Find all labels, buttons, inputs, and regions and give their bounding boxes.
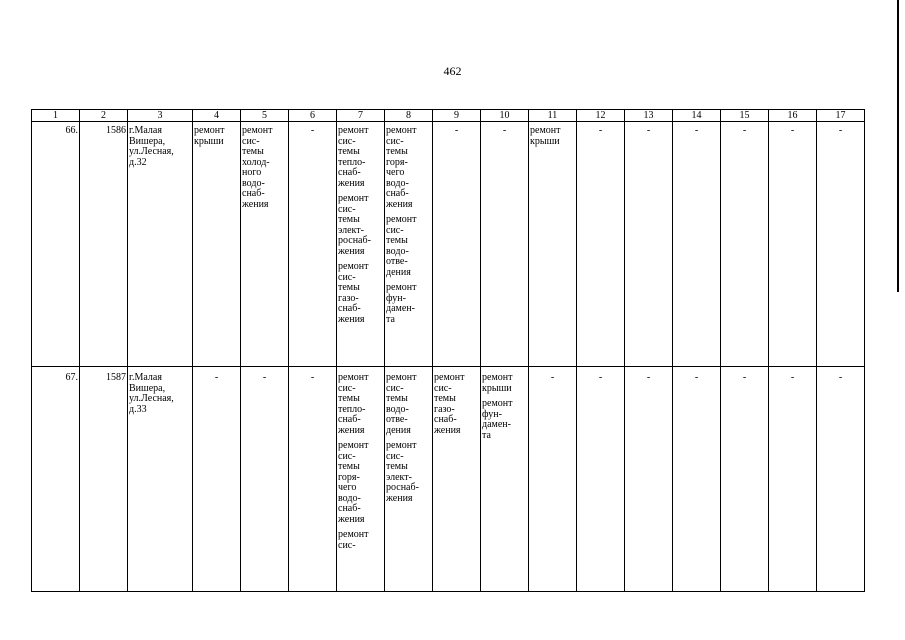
building-address: г.Малая Вишера, ул.Лесная, д.33 — [128, 367, 193, 592]
empty-cell-dash: - — [817, 367, 865, 592]
work-type-entry: ремонт сис- темы элект- роснаб- жения — [386, 440, 419, 504]
work-type-entry: ремонт сис- темы горя- чего водо- снаб- жения — [338, 440, 369, 525]
work-type-cell — [385, 367, 433, 592]
column-header: 8 — [385, 110, 433, 122]
work-type-entry: ремонт фун- дамен- та — [386, 282, 417, 325]
column-header: 2 — [80, 110, 128, 122]
column-header: 9 — [433, 110, 481, 122]
work-type-cell — [433, 367, 481, 592]
work-type-cell — [193, 122, 241, 367]
empty-cell-dash: - — [769, 122, 817, 367]
work-type-entry: ремонт крыши — [482, 372, 513, 394]
work-type-cell — [337, 122, 385, 367]
work-type-entry: ремонт сис- темы тепло- снаб- жения — [338, 372, 369, 436]
column-number-row — [32, 110, 865, 122]
empty-cell-dash: - — [289, 367, 337, 592]
empty-cell-dash: - — [241, 367, 289, 592]
column-header: 12 — [577, 110, 625, 122]
empty-cell-dash: - — [433, 122, 481, 367]
empty-cell-dash: - — [625, 122, 673, 367]
row-number: 67. — [32, 367, 80, 592]
empty-cell-dash: - — [481, 122, 529, 367]
work-type-cell — [529, 122, 577, 367]
column-header: 10 — [481, 110, 529, 122]
empty-cell-dash: - — [769, 367, 817, 592]
work-type-entry: ремонт сис- темы газо- снаб- жения — [338, 261, 369, 325]
empty-cell-dash: - — [817, 122, 865, 367]
empty-cell-dash: - — [193, 367, 241, 592]
work-type-cell — [385, 122, 433, 367]
empty-cell-dash: - — [529, 367, 577, 592]
column-header: 3 — [128, 110, 193, 122]
column-header: 1 — [32, 110, 80, 122]
empty-cell-dash: - — [289, 122, 337, 367]
empty-cell-dash: - — [577, 122, 625, 367]
work-type-cell — [241, 122, 289, 367]
empty-cell-dash: - — [577, 367, 625, 592]
row-number: 66. — [32, 122, 80, 367]
work-type-entry: ремонт сис- темы горя- чего водо- снаб- жения — [386, 125, 417, 210]
work-type-cell — [337, 367, 385, 592]
column-header: 4 — [193, 110, 241, 122]
table-row — [32, 122, 865, 367]
building-address: г.Малая Вишера, ул.Лесная, д.32 — [128, 122, 193, 367]
column-header: 16 — [769, 110, 817, 122]
column-header: 13 — [625, 110, 673, 122]
column-header: 7 — [337, 110, 385, 122]
column-header: 11 — [529, 110, 577, 122]
work-type-cell — [481, 367, 529, 592]
work-type-entry: ремонт сис- темы водо- отве- дения — [386, 372, 417, 436]
empty-cell-dash: - — [721, 122, 769, 367]
empty-cell-dash: - — [721, 367, 769, 592]
column-header: 17 — [817, 110, 865, 122]
empty-cell-dash: - — [673, 367, 721, 592]
page-number: 462 — [443, 64, 462, 78]
repair-schedule-table — [31, 109, 865, 592]
building-code: 1587 — [80, 367, 128, 592]
margin-rule — [897, 0, 899, 292]
work-type-entry: ремонт фун- дамен- та — [482, 398, 513, 441]
empty-cell-dash: - — [673, 122, 721, 367]
work-type-entry: ремонт сис- темы газо- снаб- жения — [434, 372, 465, 436]
column-header: 5 — [241, 110, 289, 122]
work-type-entry: ремонт сис- темы элект- роснаб- жения — [338, 193, 371, 257]
work-type-entry: ремонт сис- темы холод- ного водо- снаб- жения — [242, 125, 273, 210]
work-type-entry: ремонт сис- темы водо- отве- дения — [386, 214, 417, 278]
work-type-entry: ремонт крыши — [530, 125, 561, 147]
work-type-entry: ремонт сис- — [338, 529, 369, 551]
table-row — [32, 367, 865, 592]
work-type-entry: ремонт крыши — [194, 125, 225, 147]
work-type-entry: ремонт сис- темы тепло- снаб- жения — [338, 125, 369, 189]
column-header: 14 — [673, 110, 721, 122]
column-header: 6 — [289, 110, 337, 122]
empty-cell-dash: - — [625, 367, 673, 592]
building-code: 1586 — [80, 122, 128, 367]
column-header: 15 — [721, 110, 769, 122]
